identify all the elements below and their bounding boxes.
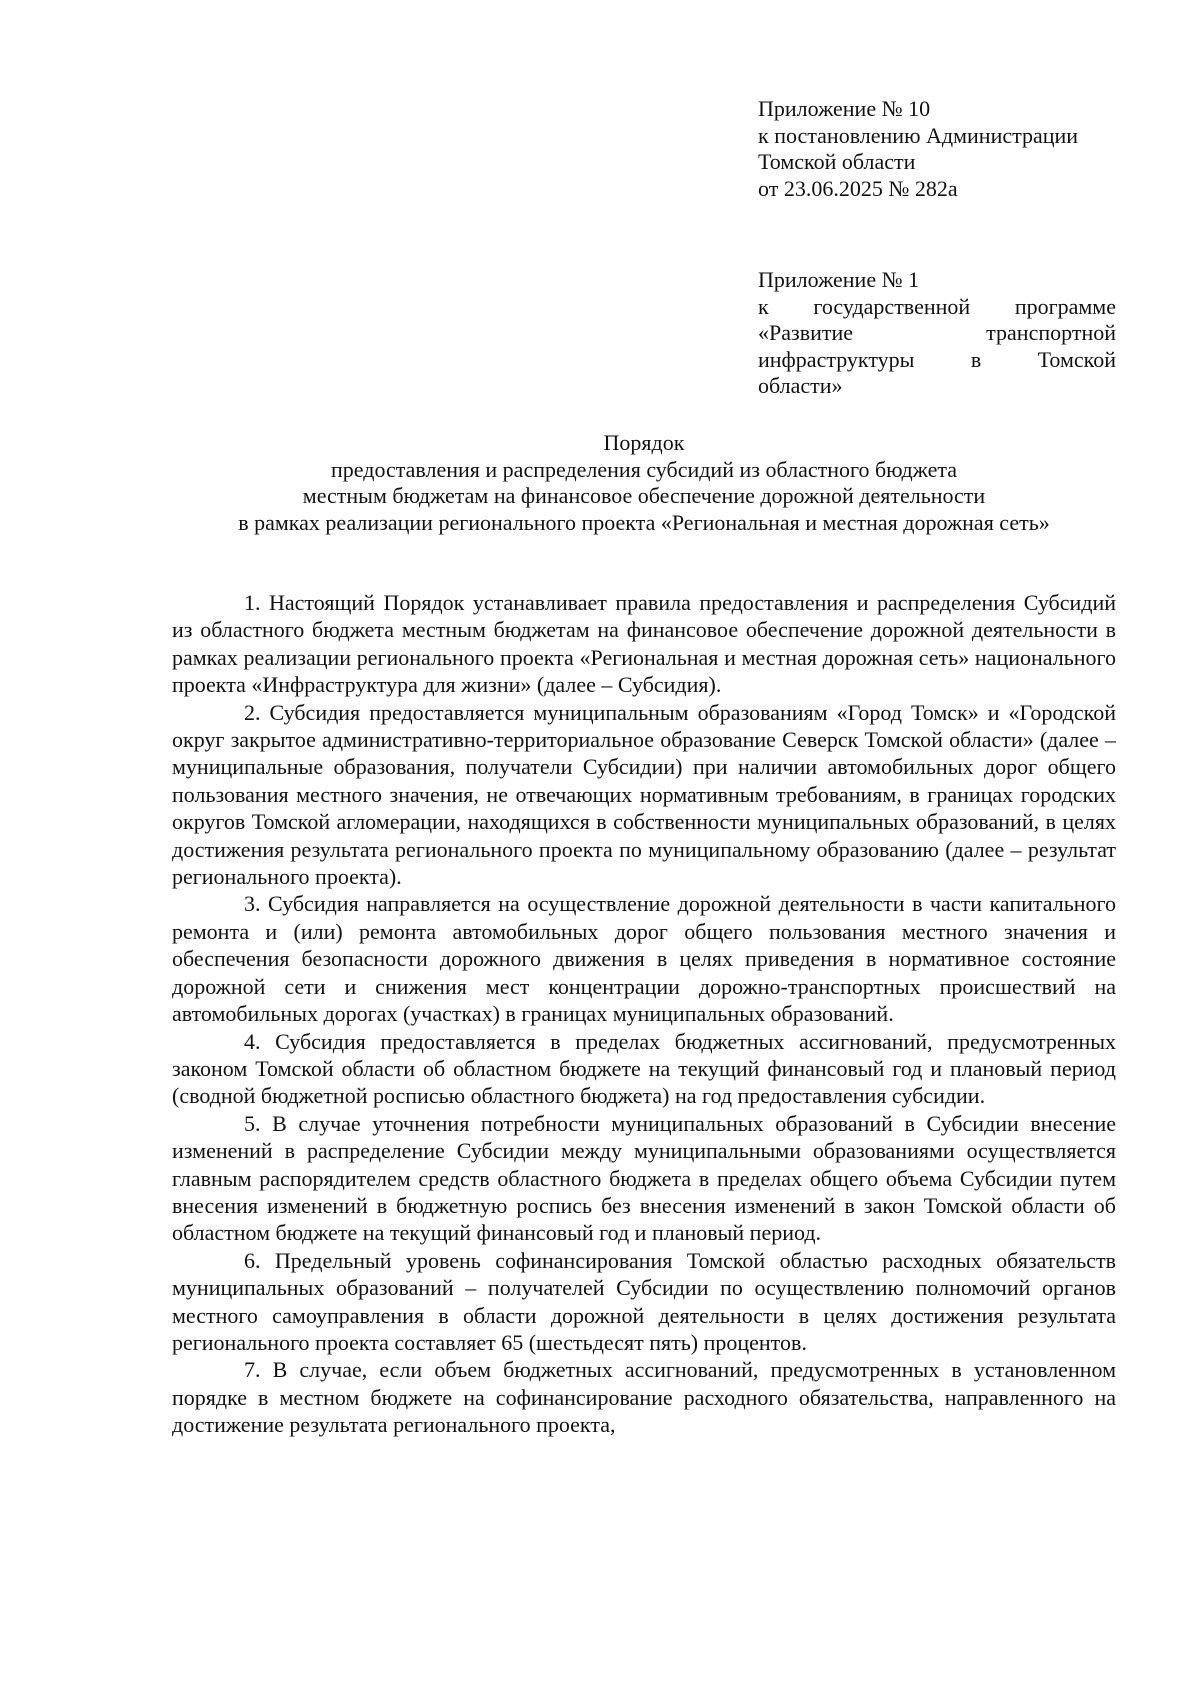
paragraph-4: 4. Субсидия предоставляется в пределах бюджетных ассигнований, предусмотренных законом Томской области об областном бюджете на текущий финансовый год и плановый период (сводной бюджетной росписью областного бюджета) на год предоставления субсидии. [172,1028,1116,1109]
annex-1-line: к государственной программе [758,293,1116,319]
title-line: в рамках реализации регионального проекта «Региональная и местная дорожная сеть» [238,509,1050,535]
paragraph-5: 5. В случае уточнения потребности муниципальных образований в Субсидии внесение изменений в распределение Субсидии между муниципальными образованиями осуществляется главным распорядителем средств областного бюджета в пределах общего объема Субсидии путем внесения изменений в бюджетную роспись без внесения изменений в закон Томской области об областном бюджете на текущий финансовый год и плановый период. [172,1110,1116,1246]
annex-10-line: Томской области [758,149,916,174]
paragraph-3: 3. Субсидия направляется на осуществление дорожной деятельности в части капитального ремонта и (или) ремонта автомобильных дорог общего пользования местного значения и обеспечения безопасности дорожного движения в целях приведения в нормативное состояние дорожной сети и снижения мест концентрации дорожно-транспортных происшествий на автомобильных дорогах (участках) в границах муниципальных образований. [172,891,1116,1027]
document-title [172,430,1116,536]
annex-10-line: от 23.06.2025 № 282а [758,175,958,201]
paragraph-1: 1. Настоящий Порядок устанавливает правила предоставления и распределения Субсидий из областного бюджета местным бюджетам на финансовое обеспечение дорожной деятельности в рамках реализации регионального проекта «Региональная и местная дорожная сеть» национального проекта «Инфраструктура для жизни» (далее – Субсидия). [172,590,1116,698]
title-line: предоставления и распределения субсидий из областного бюджета [331,456,957,482]
annex-1-line: инфраструктуры в Томской [758,346,1116,372]
annex-10-header [758,96,1116,202]
title-line: местным бюджетам на финансовое обеспечение дорожной деятельности [302,483,986,508]
annex-1-header [758,267,1116,400]
annex-1-line: области» [758,373,843,398]
paragraph-6: 6. Предельный уровень софинансирования Томской областью расходных обязательств муниципальных образований – получателей Субсидии по осуществлению полномочий органов местного самоуправления в области дорожной деятельности в целях достижения результата регионального проекта составляет 65 (шестьдесят пять) процентов. [172,1247,1116,1355]
annex-10-line: Приложение № 10 [758,96,931,121]
title-line: Порядок [603,430,685,455]
paragraph-2: 2. Субсидия предоставляется муниципальным образованиям «Город Томск» и «Городской округ закрытое административно-территориальное образование Северск Томской области» (далее – муниципальные образования, получатели Субсидии) при наличии автомобильных дорог общего пользования местного значения, не отвечающих нормативным требованиям, в границах городских округов Томской агломерации, находящихся в собственности муниципальных образований, в целях достижения результата регионального проекта по муниципальному образованию (далее – результат регионального проекта). [172,699,1116,890]
paragraph-7: 7. В случае, если объем бюджетных ассигнований, предусмотренных в установленном порядке в местном бюджете на софинансирование расходного обязательства, направленного на достижение результата регионального проекта, [172,1357,1116,1438]
annex-1-line: Приложение № 1 [758,267,920,292]
document-body [172,589,1116,1439]
annex-10-line: к постановлению Администрации [758,122,1079,148]
annex-1-line: «Развитие транспортной [758,320,1116,345]
